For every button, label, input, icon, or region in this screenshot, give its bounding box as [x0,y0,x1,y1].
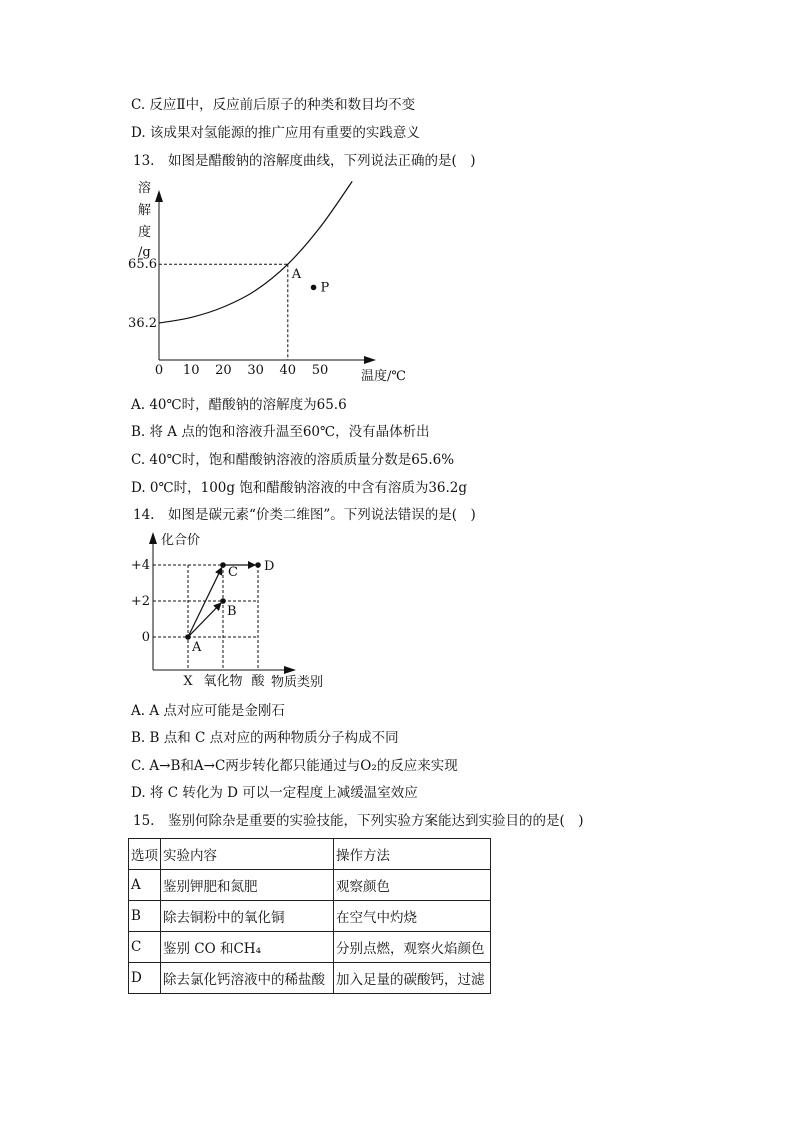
y-tick-label: 36.2 [128,316,157,331]
q12-option-c: C. 反应Ⅱ中，反应前后原子的种类和数目均不变 [131,97,416,113]
table-cell: 观察颜色 [334,870,491,901]
point-d [255,562,261,568]
point-c [220,562,226,568]
x-tick-label: 0 [154,363,164,378]
x-category-label: X [183,674,193,689]
x-tick-label: 10 [182,363,200,378]
x-tick-label: 30 [247,363,264,378]
q14-option-a: A. A 点对应可能是金刚石 [131,703,285,719]
table-row [129,932,491,963]
table-row [129,901,491,932]
guide-lines [159,264,288,360]
q14-option-b: B. B 点和 C 点对应的两种物质分子构成不同 [131,730,399,746]
table-header-row [129,839,491,870]
y-axis-title-char: 解 [138,203,152,218]
x-category-label: 氧化物 [203,674,243,689]
table-cell: 除去铜粉中的氧化铜 [161,901,334,932]
table-cell: B [129,901,161,932]
arrow-a-b [188,603,221,637]
point-b-label: B [227,604,237,619]
q15-stem: 15. 鉴别何除杂是重要的实验技能，下列实验方案能达到实验目的的是( ) [133,813,584,829]
table-header-cell: 操作方法 [334,839,491,870]
valence-class-chart [128,528,338,693]
y-tick-labels [131,558,150,645]
table-cell: 分别点燃，观察火焰颜色 [334,932,491,963]
q14-option-d: D. 将 C 转化为 D 可以一定程度上减缓温室效应 [131,785,418,801]
arrow-a-c [188,568,222,637]
chart-points [291,267,330,295]
table-cell: A [129,870,161,901]
y-axis-title [138,180,151,260]
table-header-cell: 选项 [129,839,161,870]
x-tick-label: 20 [215,363,232,378]
y-axis-title-char: 溶 [138,181,152,196]
x-axis-title: 物质类别 [271,675,324,690]
y-axis-arrow [149,532,157,544]
point-p [311,285,317,291]
y-tick-labels [128,257,157,331]
y-axis-title-char: 度 [138,225,152,240]
q13-stem: 13. 如图是醋酸钠的溶解度曲线，下列说法正确的是( ) [133,153,476,169]
table-header-cell: 实验内容 [161,839,334,870]
x-tick-labels [155,363,328,378]
table-row [129,870,491,901]
table-cell: 除去氯化钙溶液中的稀盐酸 [161,963,334,994]
y-axis-title-char: /g [138,245,151,260]
table-cell: 在空气中灼烧 [334,901,491,932]
y-axis-title: 化合价 [161,533,201,548]
x-tick-label: 50 [311,363,329,378]
x-axis-arrow [364,356,376,364]
x-tick-labels [183,673,265,689]
solubility-chart [128,176,428,386]
point-p-label: P [320,280,330,296]
q13-option-b: B. 将 A 点的饱和溶液升温至60℃，没有晶体析出 [131,424,430,440]
guide-lines [153,565,258,670]
q14-stem: 14. 如图是碳元素“价类二维图”。下列说法错误的是( ) [133,507,476,523]
chart-points [185,559,274,655]
solubility-curve [159,181,352,323]
q13-option-c: C. 40℃时，饱和醋酸钠溶液的溶质质量分数是65.6% [131,452,455,468]
table-cell: 鉴别 CO 和CH₄ [161,932,334,963]
point-b [220,598,226,604]
table-cell: D [129,963,161,994]
table-cell: C [129,932,161,963]
y-tick-label: 65.6 [128,257,157,273]
q13-option-d: D. 0℃时，100g 饱和醋酸钠溶液的中含有溶质为36.2g [131,480,468,496]
x-axis-title: 温度/℃ [361,369,406,384]
q13-option-a: A. 40℃时，醋酸钠的溶解度为65.6 [131,397,347,413]
y-tick-label: +2 [130,594,150,609]
point-d-label: D [264,559,275,574]
table-cell: 加入足量的碳酸钙，过滤 [334,963,491,994]
experiment-table [128,838,491,994]
x-tick-label: 40 [279,363,297,378]
table-cell: 鉴别钾肥和氮肥 [161,870,334,901]
table-row [129,963,491,994]
y-axis-arrow [155,190,163,202]
y-tick-label: +4 [130,558,150,573]
point-a-label: A [192,640,202,655]
q14-option-c: C. A→B和A→C两步转化都只能通过与O₂的反应来实现 [131,758,458,774]
y-tick-label: 0 [141,630,150,645]
x-axis-arrow [284,666,296,674]
q12-option-d: D. 该成果对氢能源的推广应用有重要的实践意义 [131,125,420,141]
point-a [185,634,191,640]
point-c-label: C [228,565,238,580]
point-a-label: A [291,267,302,283]
x-category-label: 酸 [251,674,265,689]
